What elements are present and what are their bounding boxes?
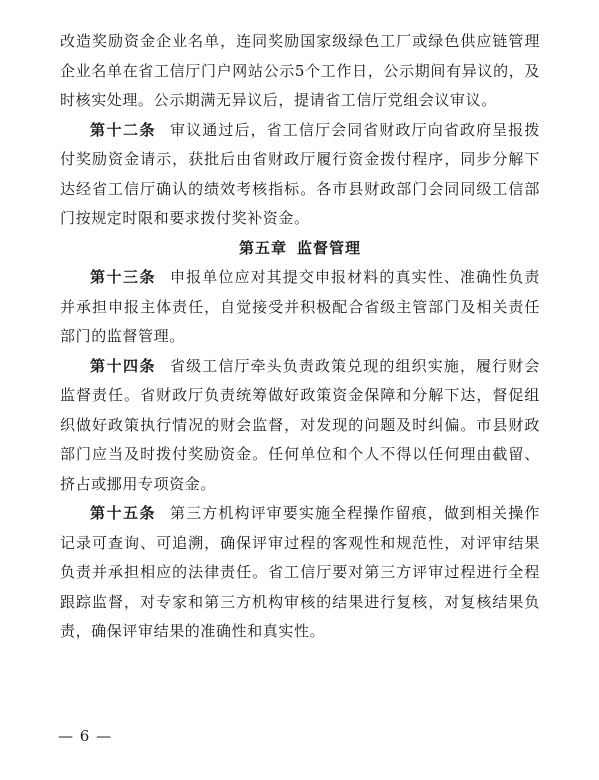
chapter-heading (60, 234, 540, 264)
chapter-number: 第五章 (238, 238, 287, 257)
article-13-label: 第十三条 (90, 268, 157, 286)
article-15-label: 第十五条 (90, 504, 157, 522)
article-15-text: 第三方机构评审要实施全程操作留痕，做到相关操作记录可查询、可追溯，确保评审过程的客观性和规范性，对评审结果负责并承担相应的法律责任。省工信厅要对第三方评审过程进行全程跟踪监督，对专家和第三方机构审核的结果进行复核，对复核结果负责，确保评审结果的准确性和真实性。 (60, 504, 540, 640)
article-14 (60, 352, 540, 500)
article-15 (60, 499, 540, 647)
article-12 (60, 116, 540, 234)
page-number: — 6 — (58, 727, 113, 745)
chapter-title: 监督管理 (297, 238, 362, 257)
article-14-text: 省级工信厅牵头负责政策兑现的组织实施，履行财会监督责任。省财政厅负责统筹做好政策资金保障和分解下达，督促组织做好政策执行情况的财会监督，对发现的问题及时纠偏。市县财政部门应当及时拨付奖励资金。任何单位和个人不得以任何理由截留、挤占或挪用专项资金。 (60, 356, 540, 493)
document-page (60, 27, 540, 647)
article-13 (60, 263, 540, 352)
article-13-text: 申报单位应对其提交申报材料的真实性、准确性负责并承担申报主体责任，自觉接受并积极配合省级主管部门及相关责任部门的监督管理。 (60, 268, 540, 345)
article-12-text: 审议通过后，省工信厅会同省财政厅向省政府呈报拨付奖励资金请示，获批后由省财政厅履行资金拨付程序，同步分解下达经省工信厅确认的绩效考核指标。各市县财政部门会同同级工信部门按规定时限和要求拨付奖补资金。 (60, 120, 540, 227)
article-14-label: 第十四条 (90, 356, 157, 375)
article-12-label: 第十二条 (90, 120, 157, 139)
continuation-paragraph: 改造奖励资金企业名单，连同奖励国家级绿色工厂或绿色供应链管理企业名单在省工信厅门户网站公示5个工作日，公示期间有异议的，及时核实处理。公示期满无异议后，提请省工信厅党组会议审议。 (60, 32, 540, 109)
